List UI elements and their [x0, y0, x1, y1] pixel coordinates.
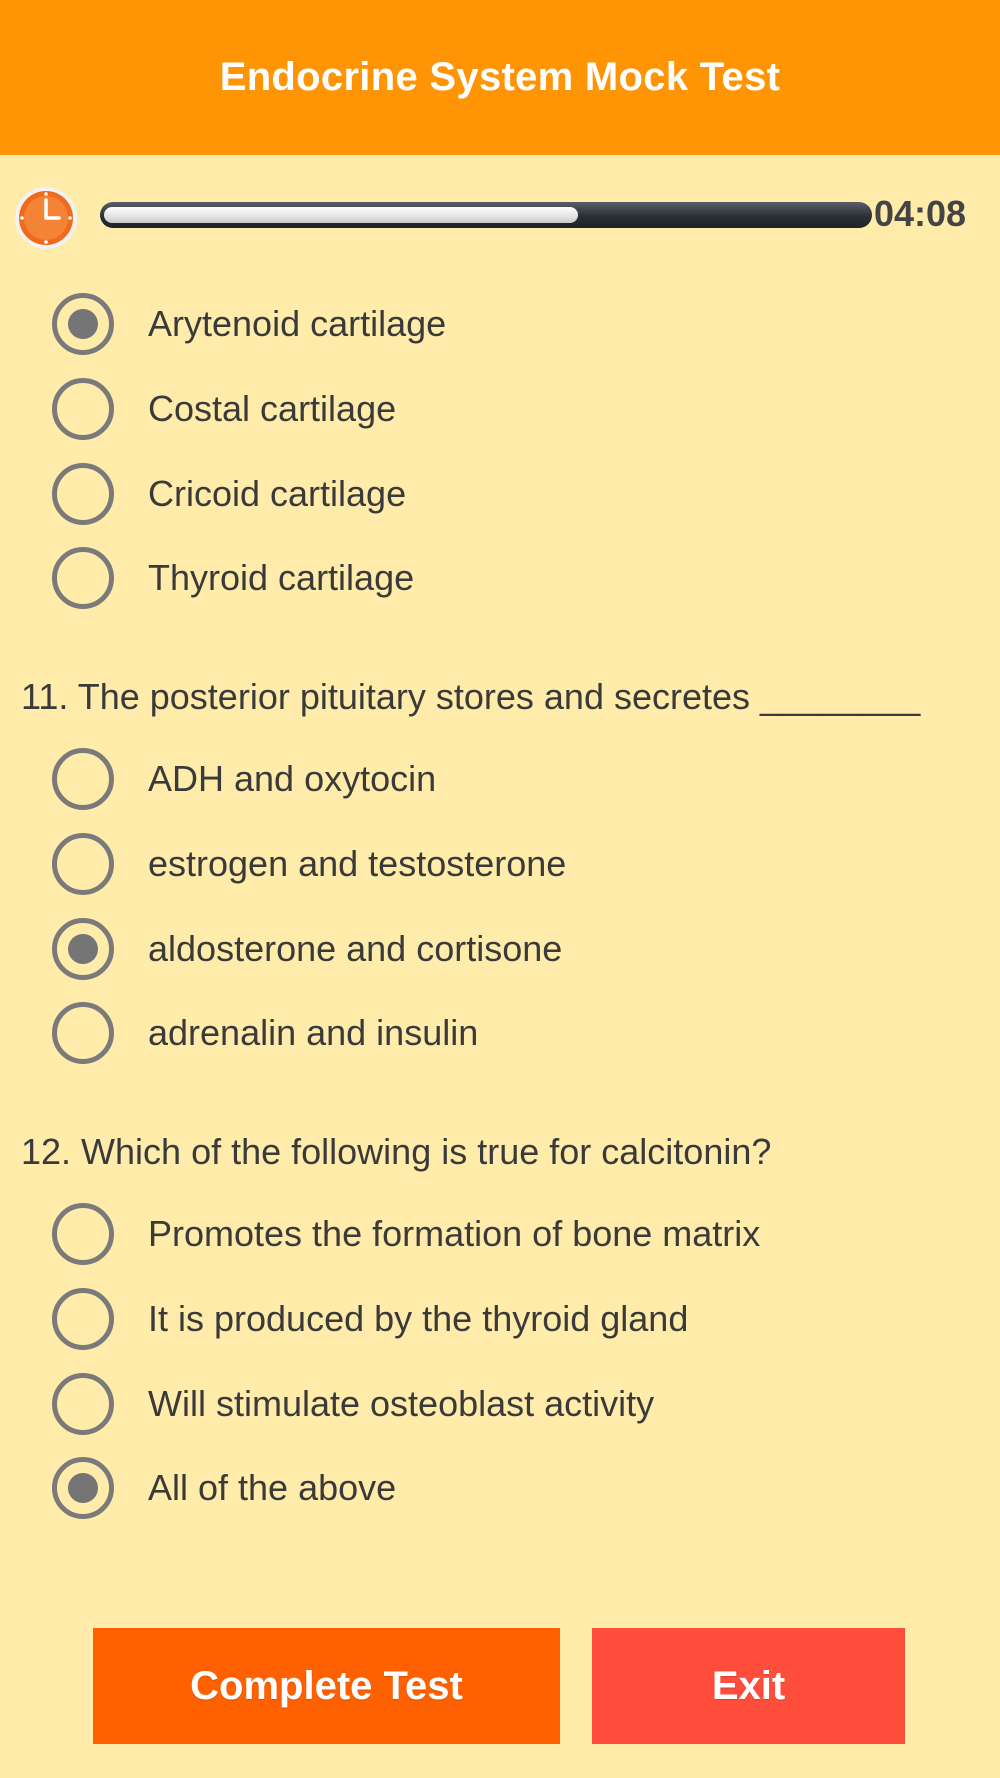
- option-label: All of the above: [148, 1467, 397, 1508]
- time-progress-bar: [100, 202, 872, 228]
- radio-button[interactable]: [52, 463, 114, 525]
- option-label: estrogen and testosterone: [148, 843, 567, 884]
- option-label: Promotes the formation of bone matrix: [148, 1213, 761, 1254]
- radio-button[interactable]: [52, 748, 114, 810]
- time-progress-fill: [104, 207, 578, 223]
- radio-button[interactable]: [52, 378, 114, 440]
- option-q11-d[interactable]: [52, 1001, 478, 1065]
- radio-button[interactable]: [52, 833, 114, 895]
- radio-button[interactable]: [52, 1373, 114, 1435]
- option-label: ADH and oxytocin: [148, 758, 437, 799]
- option-label: Costal cartilage: [148, 388, 397, 429]
- radio-button[interactable]: [52, 1288, 114, 1350]
- option-label: adrenalin and insulin: [148, 1012, 479, 1053]
- option-q10-d[interactable]: [52, 546, 414, 610]
- option-q10-c[interactable]: [52, 462, 406, 526]
- option-q10-b[interactable]: [52, 377, 396, 441]
- question-11-text: 11. The posterior pituitary stores and secretes ________: [21, 676, 921, 717]
- option-q12-a[interactable]: [52, 1202, 760, 1266]
- option-q12-c[interactable]: [52, 1372, 654, 1436]
- option-label: Thyroid cartilage: [148, 557, 415, 598]
- option-label: Will stimulate osteoblast activity: [148, 1383, 655, 1424]
- page-title: Endocrine System Mock Test: [219, 55, 781, 99]
- option-label: Arytenoid cartilage: [148, 303, 447, 344]
- option-q12-b[interactable]: [52, 1287, 688, 1351]
- option-q11-a[interactable]: [52, 747, 436, 811]
- exit-button[interactable]: Exit: [592, 1628, 905, 1744]
- question-12-text: 12. Which of the following is true for calcitonin?: [21, 1131, 772, 1172]
- option-q12-d[interactable]: [52, 1456, 396, 1520]
- radio-button[interactable]: [52, 293, 114, 355]
- radio-button[interactable]: [52, 918, 114, 980]
- option-label: aldosterone and cortisone: [148, 928, 563, 969]
- timer-row: [0, 183, 1000, 249]
- time-remaining: 04:08: [874, 193, 967, 234]
- radio-button[interactable]: [52, 1457, 114, 1519]
- option-label: It is produced by the thyroid gland: [148, 1298, 689, 1339]
- radio-button[interactable]: [52, 1002, 114, 1064]
- option-q11-c[interactable]: [52, 917, 562, 981]
- option-q11-b[interactable]: [52, 832, 566, 896]
- radio-button[interactable]: [52, 1203, 114, 1265]
- complete-test-button[interactable]: Complete Test: [93, 1628, 560, 1744]
- clock-icon: [14, 186, 78, 250]
- header-bar: [0, 0, 1000, 155]
- option-label: Cricoid cartilage: [148, 473, 407, 514]
- option-q10-a[interactable]: [52, 292, 446, 356]
- radio-button[interactable]: [52, 547, 114, 609]
